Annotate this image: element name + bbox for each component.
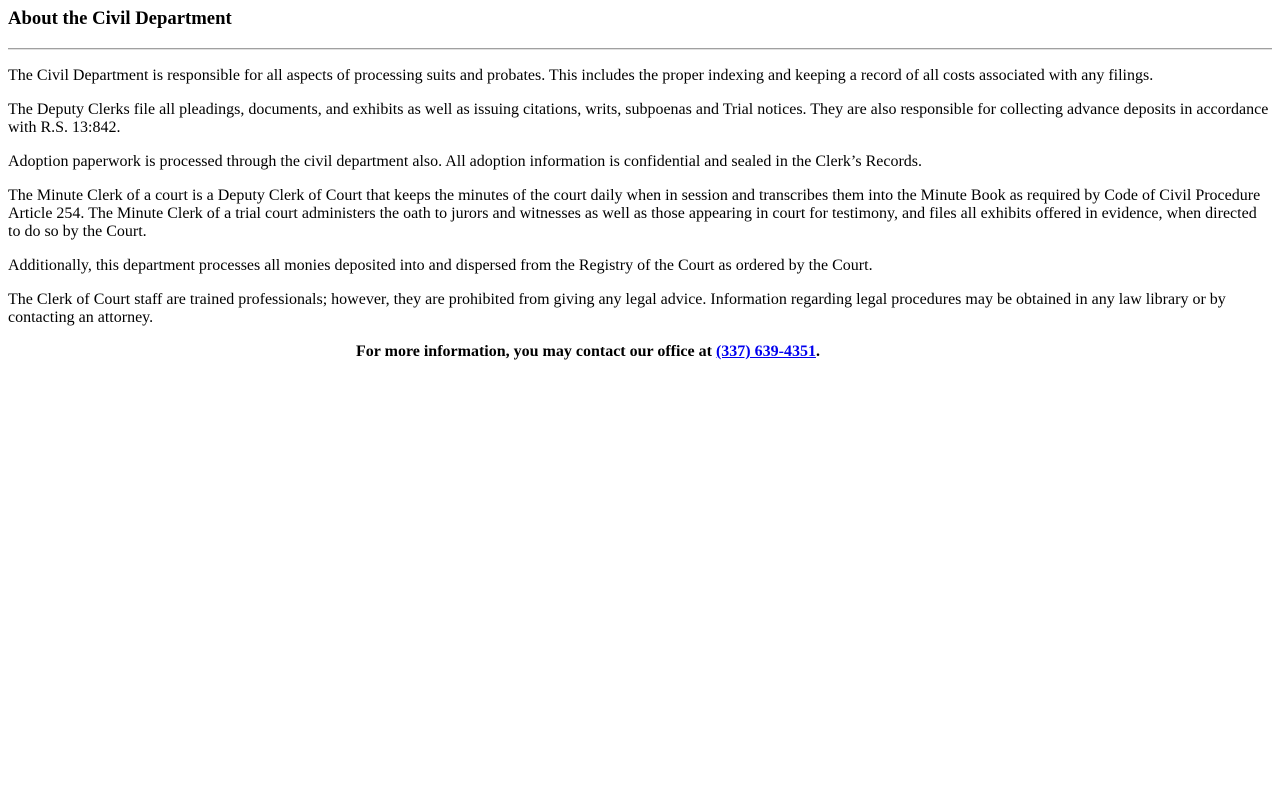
paragraph-legal-advice: The Clerk of Court staff are trained professionals; however, they are prohibited from giving any legal advice. Information regarding legal procedures may be obtained in any law library or by contacting an attorney. [8,291,1226,326]
contact-line [8,343,1272,361]
contact-prefix: For more information, you may contact our office at [356,343,716,360]
paragraph-deputy-clerks: The Deputy Clerks file all pleadings, documents, and exhibits as well as issuing citations, writs, subpoenas and Trial notices. They are also responsible for collecting advance deposits in accordance with R.S. 13:842. [8,101,1269,136]
phone-link[interactable]: (337) 639-4351 [715,343,816,360]
page-title: About the Civil Department [8,8,232,29]
divider [8,48,1272,50]
page-content [0,0,1280,361]
paragraph-registry: Additionally, this department processes all monies deposited into and dispersed from the Registry of the Court as ordered by the Court. [8,257,873,274]
contact-suffix: . [815,343,820,360]
paragraph-civil-department: The Civil Department is responsible for all aspects of processing suits and probates. This includes the proper indexing and keeping a record of all costs associated with any filings. [8,67,1154,84]
paragraph-adoption: Adoption paperwork is processed through the civil department also. All adoption information is confidential and sealed in the Clerk’s Records. [8,153,923,170]
paragraph-minute-clerk: The Minute Clerk of a court is a Deputy Clerk of Court that keeps the minutes of the court daily when in session and transcribes them into the Minute Book as required by Code of Civil Procedure Article 254. The Minute Clerk of a trial court administers the oath to jurors and witnesses as well as those appearing in court for testimony, and files all exhibits offered in evidence, when directed to do so by the Court. [8,187,1261,240]
